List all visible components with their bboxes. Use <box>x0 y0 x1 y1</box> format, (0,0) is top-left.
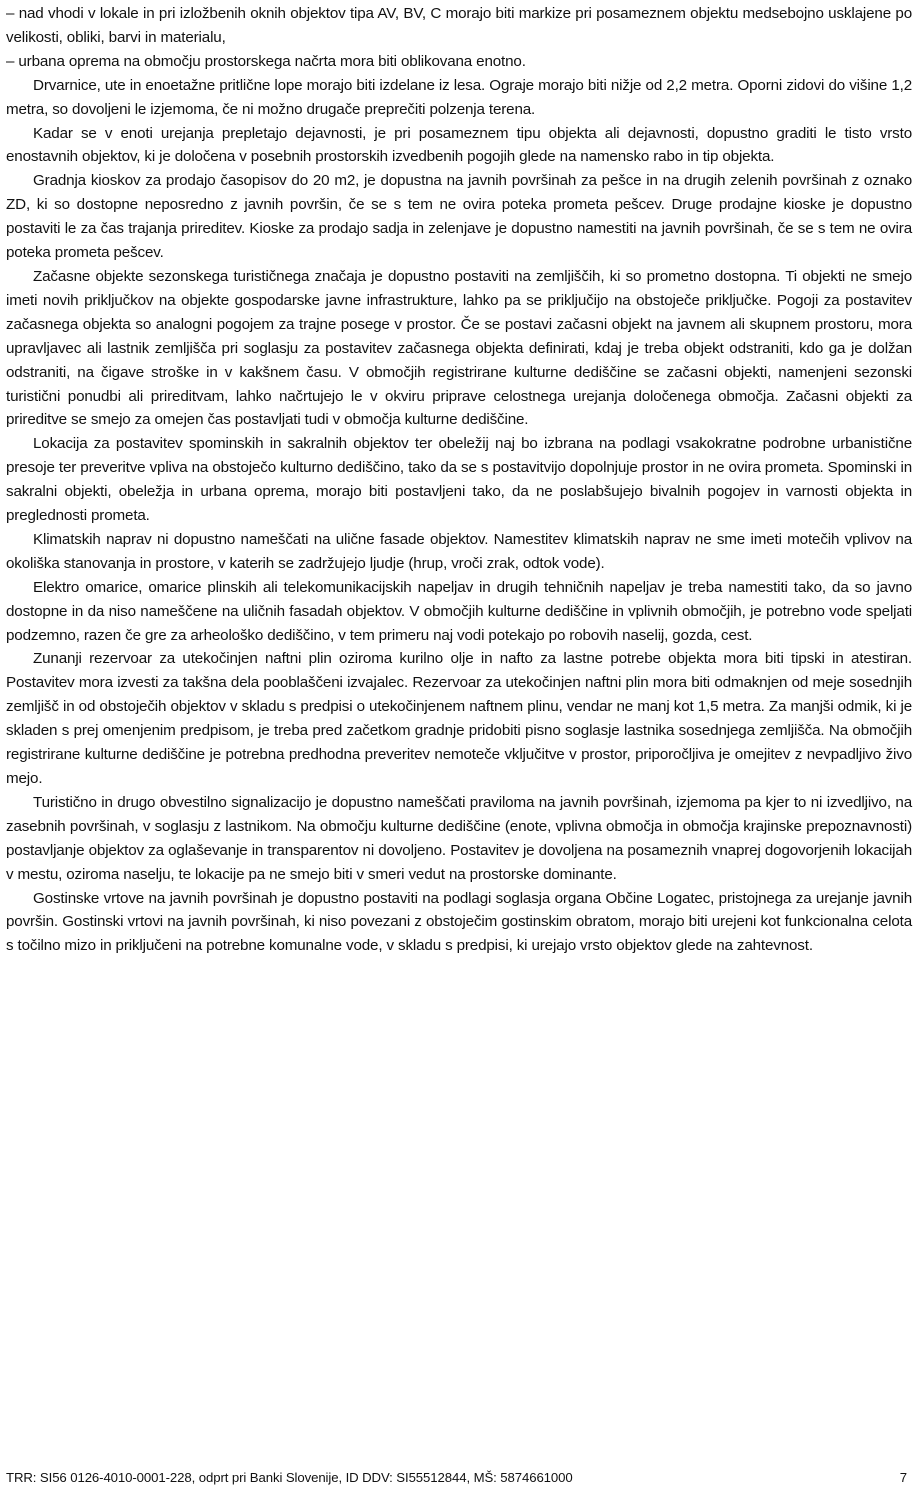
paragraph: Začasne objekte sezonskega turističnega značaja je dopustno postaviti na zemljiščih, ki so prometno dostopna. Ti objekti ne smejo imeti novih priključkov na objekte gospodarske javne infrastrukture, lahko pa se priključijo na obstoječe priključke. Pogoji za postavitev začasnega objekta so analogni pogojem za trajne posege v prostor. Če se postavi začasni objekt na javnem ali skupnem prostoru, mora upravljavec ali lastnik zemljišča pri soglasju za postavitev začasnega objekta definirati, kdaj je treba objekt odstraniti, kdo ga je dolžan odstraniti, na čigave stroške in v kakšnem času. V območjih registrirane kulturne dediščine se začasni objekti, namenjeni sezonski turistični ponudbi ali prireditvam, lahko načrtujejo le v okviru priprave celostnega urejanja določenega območja. Začasni objekti za prireditve se smejo za omejen čas postavljati tudi v območja kulturne dediščine. <box>6 267 912 429</box>
paragraph: Zunanji rezervoar za utekočinjen naftni plin oziroma kurilno olje in nafto za lastne potrebe objekta mora biti tipski in atestiran. Postavitev mora izvesti za takšna dela pooblaščeni izvajalec. Rezervoar za utekočinjen naftni plin mora biti odmaknjen od meje sosednjih zemljišč in od obstoječih objektov v skladu s predpisi o utekočinjenem naftnem plinu, vendar ne manj kot 1,5 metra. Za manjši odmik, ki je skladen s prej omenjenim predpisom, je treba pred začetkom gradnje pridobiti pisno soglasje lastnika sosednjega zemljišča. Na območjih registrirane kulturne dediščine je potrebna predhodna preveritev nemoteče vključitve v prostor, priporočljiva je omejitev z nevpadljivo živo mejo. <box>6 650 912 787</box>
footer-bank-info: TRR: SI56 0126-4010-0001-228, odprt pri Banki Slovenije, ID DDV: SI55512844, MŠ: 5874661000 <box>6 1470 573 1485</box>
paragraph: Klimatskih naprav ni dopustno nameščati na ulične fasade objektov. Namestitev klimatskih naprav ne sme imeti motečih vplivov na okoliška stanovanja in prostore, v katerih se zadržujejo ljudje (hrup, vroči zrak, odtok vode). <box>6 530 912 572</box>
paragraph: Drvarnice, ute in enoetažne pritlične lope morajo biti izdelane iz lesa. Ograje morajo biti nižje od 2,2 metra. Oporni zidovi do višine 1,2 metra, so dovoljeni le izjemoma, če ni možno drugače preprečiti polzenja terena. <box>6 76 912 118</box>
paragraph: Turistično in drugo obvestilno signalizacijo je dopustno nameščati praviloma na javnih površinah, izjemoma pa kjer to ni izvedljivo, na zasebnih površinah, v soglasju z lastnikom. Na območju kulturne dediščine (enote, vplivna območja in območja krajinske prepoznavnosti) postavljanje objektov za oglaševanje in transparentov ni dovoljeno. Postavitev je dovoljena na posameznih vnaprej dogovorjenih lokacijah v mestu, oziroma naselju, te lokacije pa ne smejo biti v smeri vedut na prostorske dominante. <box>6 793 912 883</box>
paragraph: Gostinske vrtove na javnih površinah je dopustno postaviti na podlagi soglasja organa Občine Logatec, pristojnega za urejanje javnih površin. Gostinski vrtovi na javnih površinah, ki niso povezani z obstoječim gostinskim obratom, morajo biti urejeni kot funkcionalna celota s točilno mizo in priključeni na potrebne komunalne vode, v skladu s predpisi, ki urejajo vrsto objektov glede na zahtevnost. <box>6 889 912 955</box>
paragraph: Gradnja kioskov za prodajo časopisov do 20 m2, je dopustna na javnih površinah za pešce in na drugih zelenih površinah z oznako ZD, ki so dostopne neposredno z javnih površin, če se s tem ne ovira poteka prometa pešcev. Druge prodajne kioske je dopustno postaviti le za čas trajanja prireditev. Kioske za prodajo sadja in zelenjave je dopustno namestiti na javnih površinah, če se s tem ne ovira poteka prometa pešcev. <box>6 172 912 262</box>
paragraph: Lokacija za postavitev spominskih in sakralnih objektov ter obeležij naj bo izbrana na podlagi vsakokratne podrobne urbanistične presoje ter preveritve vpliva na obstoječo kulturno dediščino, tako da se s postavitvijo dopolnjuje prostor in ne ovira prometa. Spominski in sakralni objekti, obeležja in urbana oprema, morajo biti postavljeni tako, da ne poslabšujejo bivalnih pogojev in varnosti objekta in preglednosti prometa. <box>6 435 912 525</box>
paragraph: Elektro omarice, omarice plinskih ali telekomunikacijskih napeljav in drugih tehničnih napeljav je treba namestiti tako, da so javno dostopne in da niso nameščene na uličnih fasadah objektov. V območjih kulturne dediščine in vplivnih območjih, je potrebno vode speljati podzemno, razen če gre za arheološko dediščino, v tem primeru naj vodi potekajo po robovih naselij, gozda, cest. <box>6 578 912 644</box>
bullet-item: – nad vhodi v lokale in pri izložbenih oknih objektov tipa AV, BV, C morajo biti markize pri posameznem objektu medsebojno usklajene po velikosti, obliki, barvi in materialu, <box>6 5 912 46</box>
paragraph: Kadar se v enoti urejanja prepletajo dejavnosti, je pri posameznem tipu objekta ali dejavnosti, dopustno graditi le tisto vrsto enostavnih objektov, ki je določena v posebnih prostorskih izvedbenih pogojih glede na namensko rabo in tip objekta. <box>6 124 912 166</box>
page-number: 7 <box>899 1470 907 1485</box>
page-footer <box>6 1470 907 1486</box>
document-body <box>6 2 912 958</box>
bullet-item: – urbana oprema na območju prostorskega načrta mora biti oblikovana enotno. <box>6 52 526 70</box>
